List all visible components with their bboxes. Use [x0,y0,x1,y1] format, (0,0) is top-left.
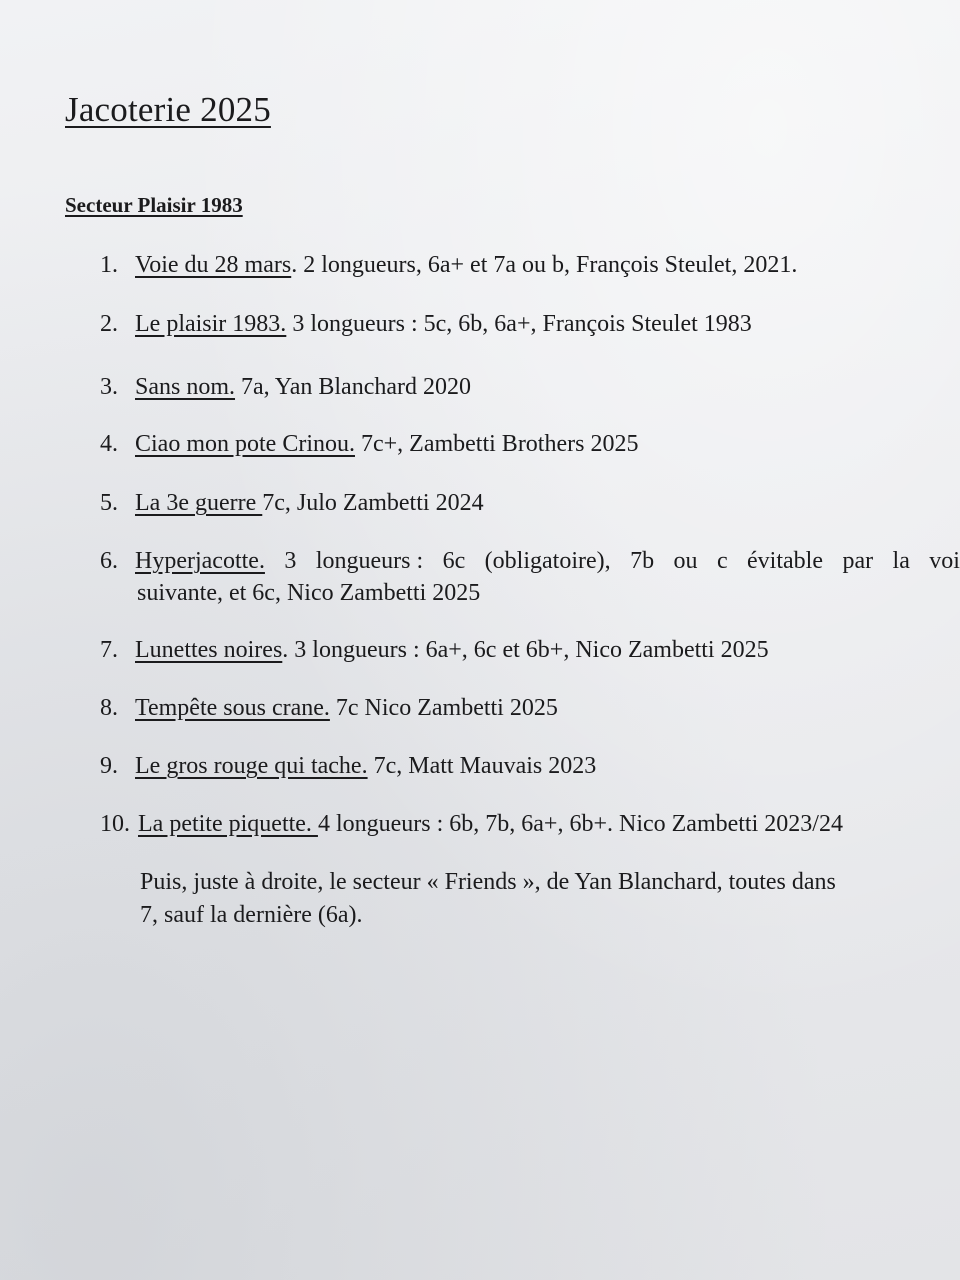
route-first-line [100,545,960,578]
route-item-1 [100,249,797,282]
route-word: 7b [630,548,655,574]
route-details: 7c, Julo Zambetti 2024 [262,490,484,516]
route-word: c [716,548,728,574]
route-word: ou [673,548,698,574]
route-number: 10. [100,811,130,837]
route-word: longueurs : [315,548,424,574]
route-details: 7c, Matt Mauvais 2023 [367,753,597,779]
route-item-6 [100,545,960,578]
route-name-group [100,545,265,578]
route-6-continuation: suivante, et 6c, Nico Zambetti 2025 [137,580,481,606]
route-item-10 [100,808,843,841]
route-name: Voie du 28 mars [135,252,292,278]
route-name: Ciao mon pote Crinou. [135,431,355,457]
route-number: 7. [100,637,118,663]
route-details: 7a, Yan Blanchard 2020 [235,374,471,400]
route-name: Le plaisir 1983. [135,311,287,337]
route-details: 7c Nico Zambetti 2025 [329,695,558,721]
route-word: par [842,548,874,574]
route-details: 4 longueurs : 6b, 7b, 6a+, 6b+. Nico Zambetti 2023/24 [317,811,843,837]
route-item-2 [100,308,752,341]
route-item-7 [100,634,769,667]
route-number: 9. [100,753,118,779]
route-name: La 3e guerre [135,490,263,516]
route-word: évitable [747,548,823,574]
route-number: 1. [100,252,118,278]
route-name: Lunettes noires [135,637,283,663]
route-name: Tempête sous crane. [135,695,330,721]
route-number: 3. [100,374,118,400]
note-line-2: 7, sauf la dernière (6a). [140,902,363,928]
route-word: 6c [442,548,466,574]
route-item-8 [100,692,558,725]
route-details: . 2 longueurs, 6a+ et 7a ou b, François Steulet, 2021. [291,252,798,278]
route-name: Hyperjacotte. [135,548,265,574]
route-item-5 [100,487,484,520]
route-number: 5. [100,490,118,516]
sector-heading: Secteur Plaisir 1983 [65,193,243,217]
route-name: Sans nom. [135,374,236,400]
route-word: la [892,548,910,574]
route-item-9 [100,750,596,783]
route-details: . 3 longueurs : 6a+, 6c et 6b+, Nico Zambetti 2025 [282,637,769,663]
route-word: voi [929,548,960,574]
route-name: Le gros rouge qui tache. [135,753,368,779]
route-number: 4. [100,431,118,457]
route-details: 7c+, Zambetti Brothers 2025 [354,431,639,457]
route-number: 2. [100,311,118,337]
note-line-1: Puis, juste à droite, le secteur « Friends », de Yan Blanchard, toutes dans [140,869,836,895]
route-name: La petite piquette. [138,811,318,837]
document-title: Jacoterie 2025 [65,90,271,129]
route-number: 6. [100,548,118,574]
route-item-3 [100,371,471,404]
route-item-4 [100,428,638,461]
route-number: 8. [100,695,118,721]
route-word: 3 [284,548,297,574]
route-details: 3 longueurs : 5c, 6b, 6a+, François Steulet 1983 [286,311,752,337]
route-word: (obligatoire), [484,548,611,574]
